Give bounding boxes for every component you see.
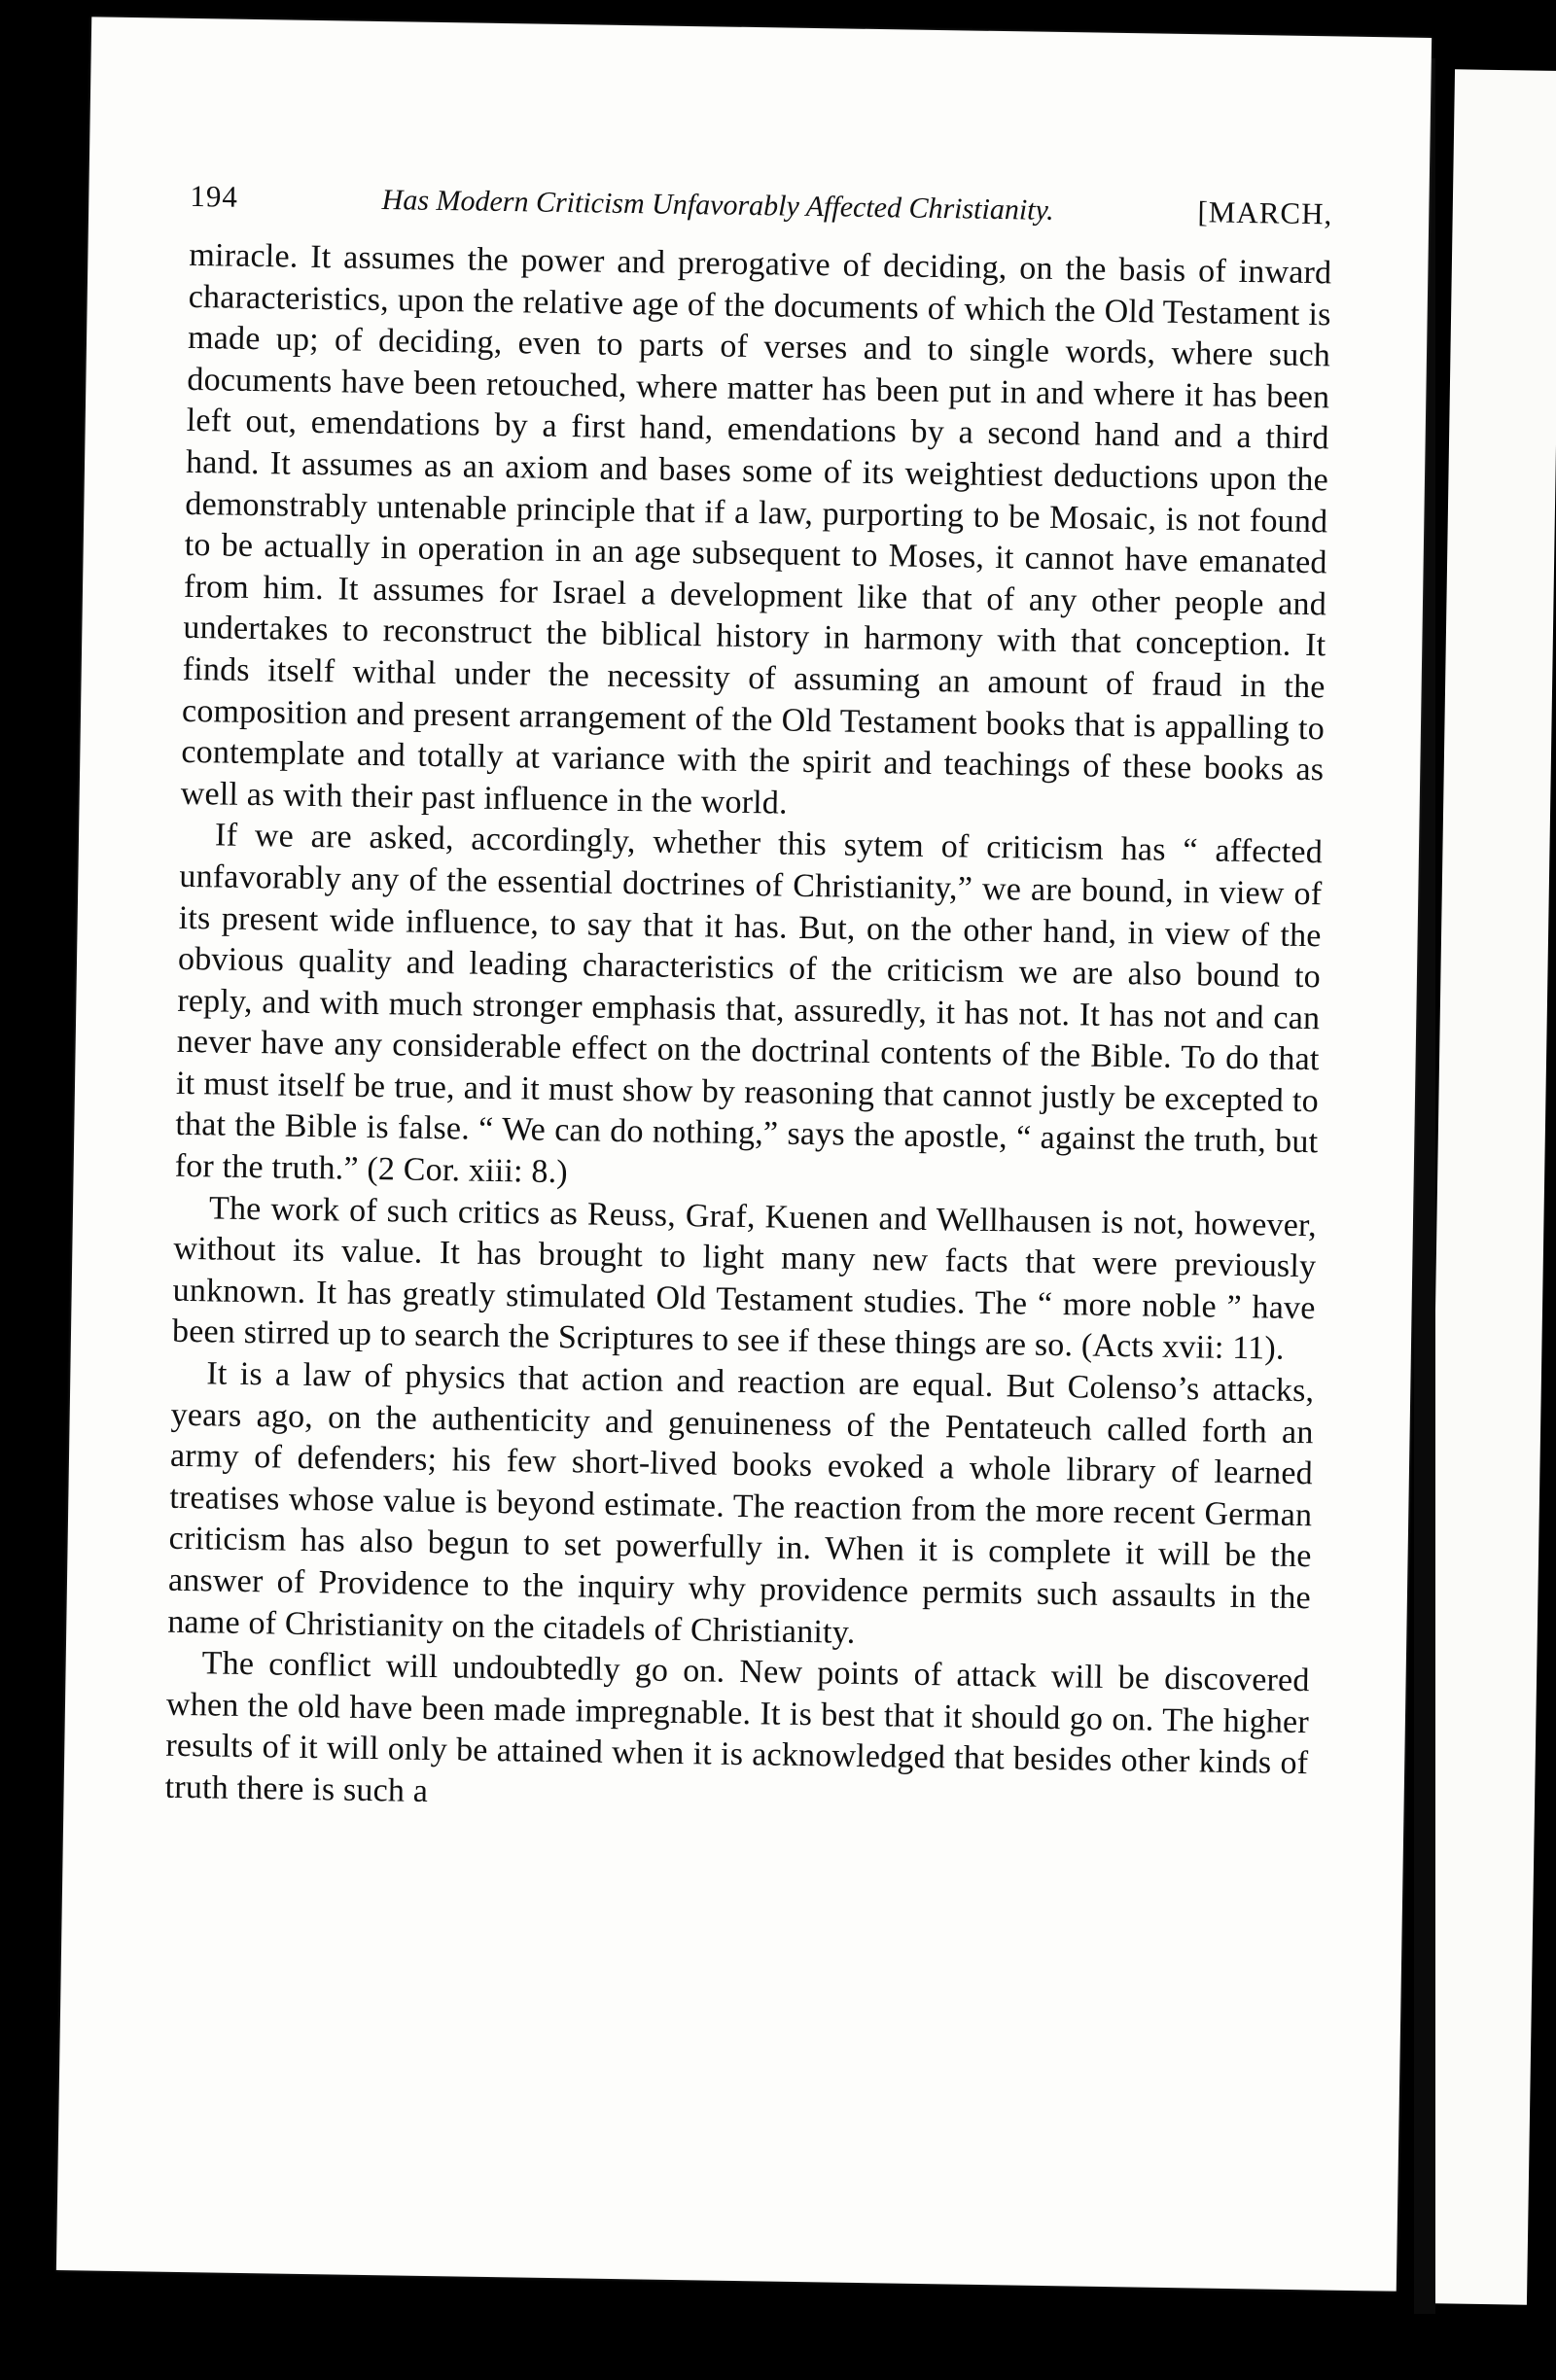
- paragraph-continuation: miracle. It assumes the power and prerogative of deciding, on the basis of inward characteristics, upon the relative age of the documents of which the Old Testament is made up; of deciding, even to parts of verses and to single words, where such documents have been retouched, where matter has been put in and where it has been left out, emendations by a first hand, emendations by a second hand and a third hand. It assumes as an axiom and bases some of its weightiest deductions upon the demonstrably untenable principle that if a law, purporting to be Mosaic, is not found to be actually in operation in an age subsequent to Moses, it cannot have emanated from him. It assumes for Israel a development like that of any other people and undertakes to reconstruct the biblical history in harmony with that conception. It finds itself withal under the necessity of assuming an amount of fraud in the composition and present arrangement of the Old Testament books that is appalling to contemplate and totally at variance with the spirit and teachings of these books as well as with their past influence in the world.: [180, 236, 1332, 822]
- facing-page-edge: [1420, 69, 1556, 2304]
- paragraph: If we are asked, accordingly, whether this sytem of criticism has “ affected unfavorably any of the essential doctrines of Christianity,” we are bound, in view of its present wide influence, to say that it has. But, on the other hand, in view of the obvious quality and leading characteristics of the criticism we are also bound to reply, and with much stronger emphasis that, assuredly, it has not. It has not and can never have any considerable effect on the doctrinal contents of the Bible. To do that it must itself be true, and it must show by reasoning that cannot justly be excepted to that the Bible is false. “ We can do nothing,” says the apostle, “ against the truth, but for the truth.” (2 Cor. xiii: 8.): [174, 817, 1324, 1191]
- book-page: [56, 17, 1432, 2291]
- issue-month: [MARCH,: [1197, 194, 1333, 231]
- paragraph: It is a law of physics that action and reaction are equal. But Colenso’s attacks, years ago, on the authenticity and genuineness of the Pentateuch called forth an army of defenders; his few short-lived books evoked a whole library of learned treatises whose value is beyond estimate. The reaction from the more recent German criticism has also begun to set powerfully in. When it is complete it will be the answer of Providence to the inquiry why providence permits such assaults in the name of Christianity on the citadels of Christianity.: [167, 1355, 1315, 1651]
- running-title: Has Modern Criticism Unfavorably Affected Christianity.: [381, 184, 1054, 227]
- paragraph: The work of such critics as Reuss, Graf, Kuenen and Wellhausen is not, however, without its value. It has brought to light many new facts that were previously unknown. It has greatly stimulated Old Testament studies. The “ more noble ” have been stirred up to search the Scriptures to see if these things are so. (Acts xvii: 11).: [171, 1190, 1318, 1368]
- running-header: [190, 179, 1332, 231]
- page-text-block: [164, 179, 1332, 1827]
- page-number: 194: [190, 178, 239, 214]
- paragraph: The conflict will undoubtedly go on. New points of attack will be discovered when the old have been made impregnable. It is best that it should go on. The higher results of it will only be attained when it is acknowledged that besides other kinds of truth there is such a: [164, 1645, 1310, 1809]
